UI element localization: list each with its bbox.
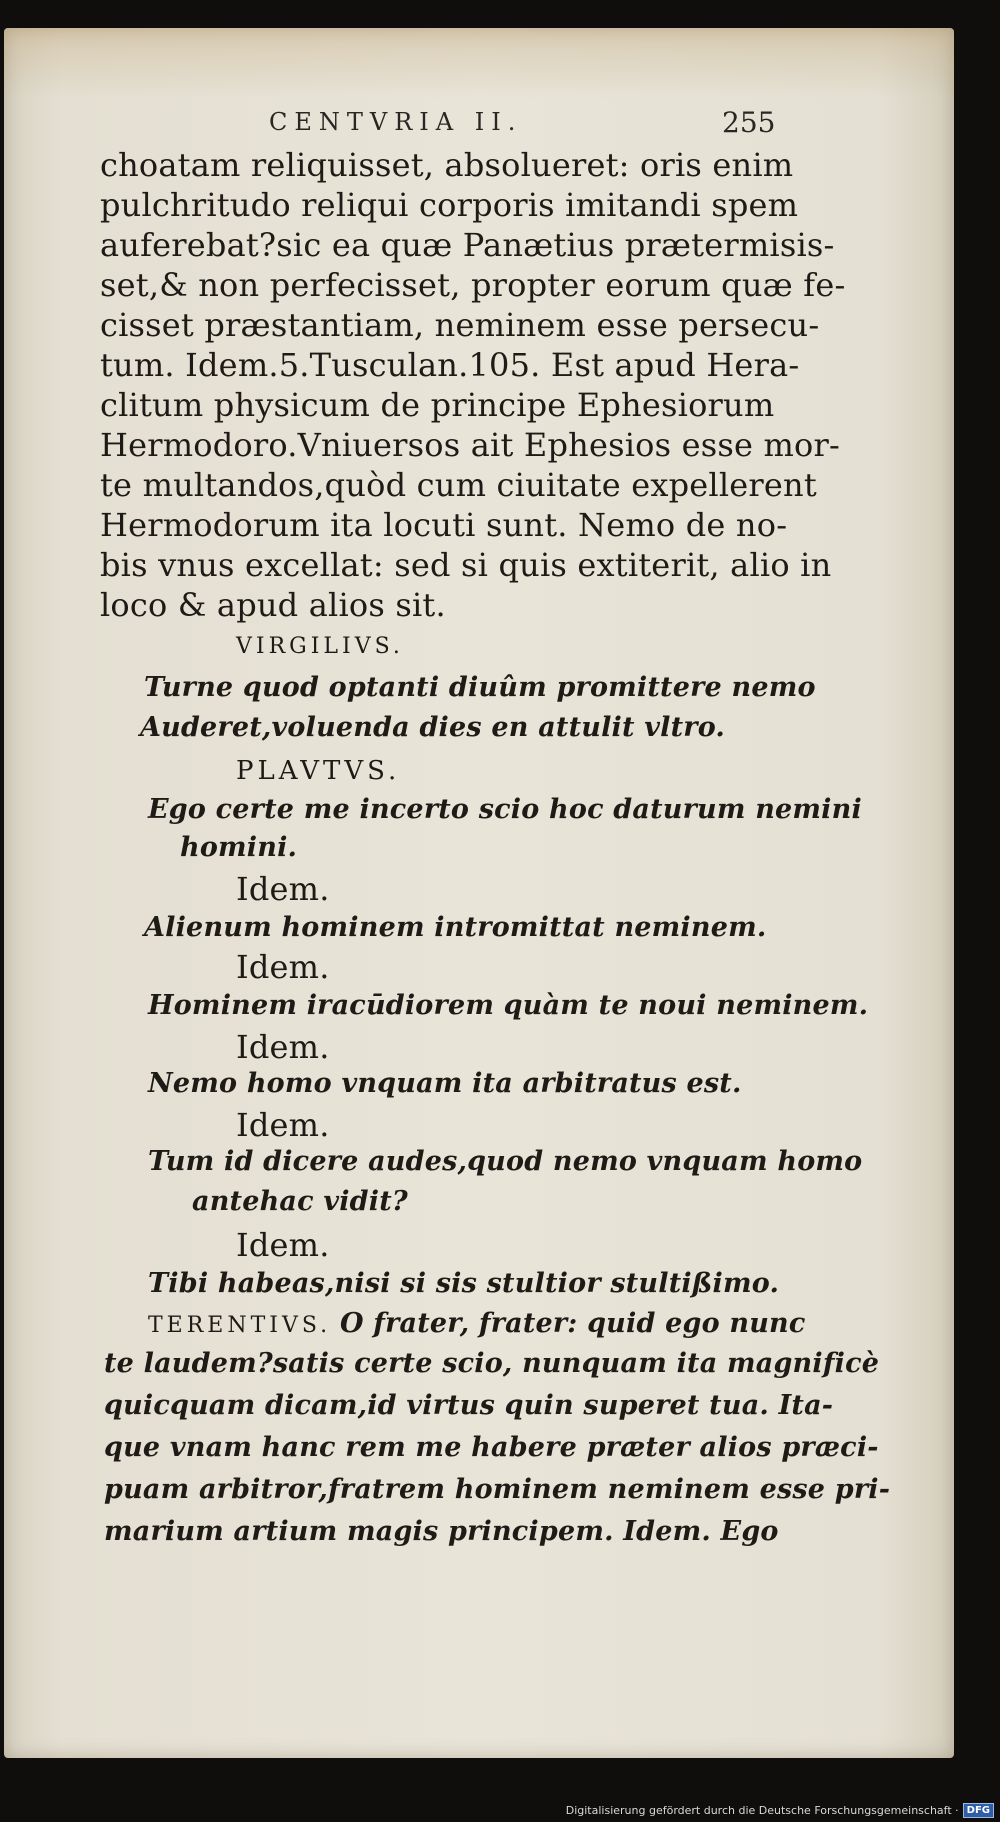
- text-line: clitum physicum de principe Ephesiorum: [100, 386, 775, 424]
- text-line: Hermodoro.Vniuersos ait Ephesios esse mor-: [100, 426, 841, 464]
- heading-idem: Idem.: [236, 1106, 330, 1144]
- verse-text: O frater, frater: quid ego nunc: [339, 1308, 806, 1339]
- verse-line: marium artium magis principem. Idem. Ego: [104, 1516, 779, 1547]
- verse-line: Ego certe me incerto scio hoc daturum nemini: [148, 794, 862, 825]
- heading-terentius: TERENTIVS.: [148, 1313, 332, 1338]
- heading-idem: Idem.: [236, 1028, 330, 1066]
- verse-line: antehac vidit?: [192, 1186, 408, 1217]
- verse-line: Tum id dicere audes,quod nemo vnquam homo: [148, 1146, 863, 1177]
- verse-line: puam arbitror,fratrem hominem neminem esse pri-: [104, 1474, 891, 1505]
- heading-idem: Idem.: [236, 870, 330, 908]
- heading-virgilius: VIRGILIVS.: [236, 634, 404, 659]
- running-title: CENTVRIA II.: [269, 108, 523, 136]
- text-line: set,& non perfecisset, propter eorum quæ fe-: [100, 266, 846, 304]
- book-page: [4, 28, 954, 1758]
- verse-line: Alienum hominem intromittat neminem.: [144, 912, 767, 943]
- page-number: 255: [722, 106, 776, 139]
- credit-text: Digitalisierung gefördert durch die Deutsche Forschungsgemeinschaft ·: [565, 1803, 959, 1817]
- terentius-line: [148, 1308, 806, 1339]
- verse-line: Turne quod optanti diuûm promittere nemo: [144, 672, 816, 703]
- text-line: te multandos,quòd cum ciuitate expellerent: [100, 466, 817, 504]
- verse-line: Nemo homo vnquam ita arbitratus est.: [148, 1068, 742, 1099]
- text-line: auferebat?sic ea quæ Panætius prætermisis-: [100, 226, 835, 264]
- text-line: cisset præstantiam, neminem esse persecu-: [100, 306, 820, 344]
- text-line: tum. Idem.5.Tusculan.105. Est apud Hera-: [100, 346, 800, 384]
- dfg-logo: DFG: [963, 1803, 994, 1818]
- verse-line: que vnam hanc rem me habere præter alios præci-: [104, 1432, 879, 1463]
- verse-line: te laudem?satis certe scio, nunquam ita magnificè: [104, 1348, 880, 1379]
- heading-plautus: PLAVTVS.: [236, 756, 401, 786]
- verse-line: Auderet,voluenda dies en attulit vltro.: [140, 712, 726, 743]
- text-line: Hermodorum ita locuti sunt. Nemo de no-: [100, 506, 788, 544]
- verse-line: Tibi habeas,nisi si sis stultior stultißimo.: [148, 1268, 780, 1299]
- text-line: loco & apud alios sit.: [100, 586, 446, 624]
- verse-line: quicquam dicam,id virtus quin superet tua. Ita-: [104, 1390, 834, 1421]
- verse-line: homini.: [180, 832, 298, 863]
- text-line: choatam reliquisset, absolueret: oris enim: [100, 146, 794, 184]
- digitization-credit: [566, 1800, 994, 1820]
- heading-idem: Idem.: [236, 1226, 330, 1264]
- text-line: pulchritudo reliqui corporis imitandi spem: [100, 186, 799, 224]
- text-line: bis vnus excellat: sed si quis extiterit, alio in: [100, 546, 832, 584]
- verse-line: Hominem iracūdiorem quàm te noui neminem.: [148, 990, 869, 1021]
- heading-idem: Idem.: [236, 948, 330, 986]
